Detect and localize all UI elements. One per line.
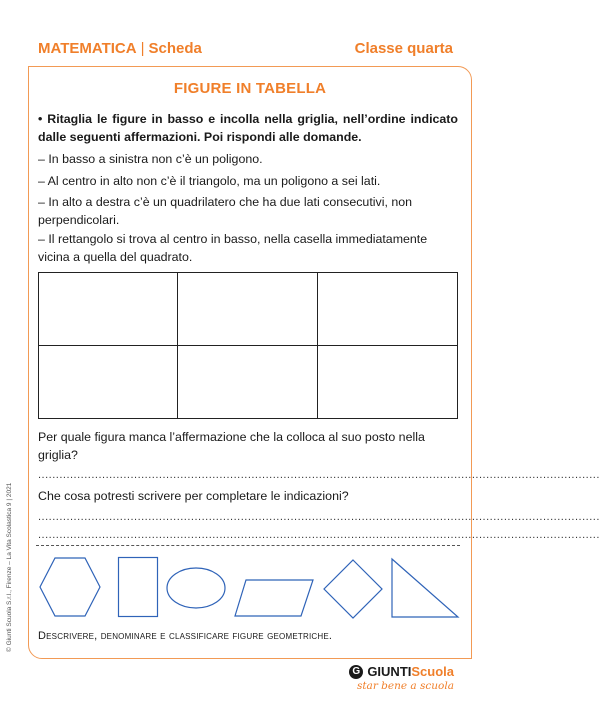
answer-line-2[interactable]: .............................................................................................................................................................. [38,511,600,523]
logo-brand-suffix: Scuola [411,664,454,679]
question-1: Per quale figura manca l’affermazione che la colloca al suo posto nella griglia? [38,430,425,462]
rectangle-shape[interactable] [117,556,159,618]
answer-line-1[interactable]: .............................................................................................................................................................. [38,469,600,481]
grid-cell-bottom-center[interactable] [178,346,317,419]
cut-line [36,545,460,546]
hexagon-shape[interactable] [38,556,102,618]
header-separator: | [140,40,145,57]
question-2: Che cosa potresti scrivere per completare le indicazioni? [38,489,349,503]
grid-cell-bottom-right[interactable] [318,346,457,419]
clue-3: – In alto a destra c’è un quadrilatero che ha due lati consecutivi, non perpendicolari. [38,195,413,227]
learning-objective: Descrivere, denominare e classificare figure geometriche. [38,630,333,642]
instruction-main: • Ritaglia le figure in basso e incolla nella griglia, nell’ordine indicato dalle seguenti affermazioni. Poi rispondi alle domande. [38,112,458,144]
grid-cell-bottom-left[interactable] [39,346,178,419]
ellipse-shape[interactable] [165,566,227,610]
section-label: Scheda [148,40,202,57]
copyright-notice: © Giunti Scuola S.r.l., Firenze – La Vita Scolastica 9 | 2021 [6,482,13,652]
answer-line-3[interactable]: .............................................................................................................................................................. [38,529,600,541]
clue-4: – Il rettangolo si trova al centro in basso, nella casella immediatamente vicina a quella del quadrato. [38,232,428,264]
clue-1: – In basso a sinistra non c’è un poligono. [38,152,263,166]
rhombus-shape[interactable] [322,558,384,620]
giunti-g-icon: G [349,665,363,679]
grid-cell-top-right[interactable] [318,273,457,346]
logo-tagline: star bene a scuola [356,680,454,692]
subject-label: MATEMATICA [38,40,137,57]
header-subject [38,40,202,57]
grid-cell-top-left[interactable] [39,273,178,346]
logo-wordmark [349,664,454,679]
placement-grid [38,272,458,419]
parallelogram-shape[interactable] [233,578,315,618]
grid-cell-top-center[interactable] [178,273,317,346]
clue-2: – Al centro in alto non c’è il triangolo, ma un poligono a sei lati. [38,174,381,188]
publisher-logo [349,664,454,692]
triangle-shape[interactable] [390,557,460,619]
grade-label: Classe quarta [354,40,453,57]
logo-brand: GIUNTI [367,664,412,679]
worksheet-title: FIGURE IN TABELLA [173,80,327,97]
